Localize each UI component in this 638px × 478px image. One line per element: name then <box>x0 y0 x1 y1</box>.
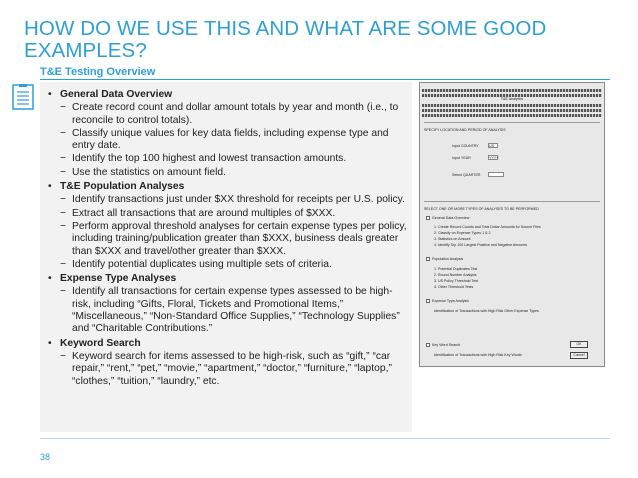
population-item: 3. US Policy Threshold Test <box>434 279 479 283</box>
dialog-title: T&E Analytics <box>500 97 524 101</box>
slide-subtitle: T&E Testing Overview <box>40 66 156 78</box>
dialog-divider <box>424 201 600 202</box>
top-divider <box>40 79 610 80</box>
ok-button[interactable]: OK <box>570 341 588 348</box>
section-location-label: SPECIFY LOCATION AND PERIOD OF ANALYSIS <box>424 128 506 132</box>
analytics-dialog-screenshot <box>419 82 605 367</box>
bullet-item: − Use the statistics on amount field. <box>46 167 408 179</box>
bottom-divider <box>40 438 610 439</box>
section-analyses-label: SELECT ONE OR MORE TYPES OF ANALYSES TO BE PERFORMED <box>424 207 539 211</box>
keyword-option-label: Key Word Search <box>432 343 461 347</box>
bullet-heading: • Expense Type Analyses <box>46 273 408 285</box>
year-input[interactable]: YYYY <box>489 156 499 160</box>
dialog-title-bar <box>422 89 602 92</box>
checklist-icon <box>12 84 34 110</box>
bullet-item: − Perform approval threshold analyses for certain expense types per policy, including training/publication greater than $XXX, business deals greater than $XXX and travel/other greater than $XXX. <box>46 221 408 258</box>
general-item: 3. Statistics on Amount <box>434 237 471 241</box>
slide-title: HOW DO WE USE THIS AND WHAT ARE SOME GOOD EXAMPLES? <box>24 17 547 62</box>
general-item: 1. Create Record Counts and Total Dollar Amounts for Source Files <box>434 225 541 229</box>
general-item: 4. Identify Top 100 Largest Positive and Negative Amounts <box>434 243 528 247</box>
bullet-heading: • T&E Population Analyses <box>46 181 408 193</box>
expense-option-label: Expense Type Analysis <box>432 299 469 303</box>
population-option-label: Population Analysis <box>432 257 464 261</box>
country-label: Input COUNTRY <box>452 144 479 148</box>
keyword-checkbox[interactable] <box>426 343 430 347</box>
page-number: 38 <box>40 452 51 462</box>
population-item: 4. Other Threshold Tests <box>434 285 474 289</box>
country-input[interactable]: US <box>488 143 498 148</box>
general-item: 2. Classify on Expense Types 1 & 2 <box>434 231 491 235</box>
general-checkbox[interactable] <box>426 216 430 220</box>
bullet-list <box>46 87 408 388</box>
expense-item: Identification of Transactions with High Risk Other Expense Types <box>434 309 539 313</box>
bullet-item: − Classify unique values for key data fields, including expense type and entry date. <box>46 128 408 153</box>
bullet-item: − Create record count and dollar amount totals by year and month (i.e., to reconcile to control totals). <box>46 102 408 127</box>
general-option-label: General Data Overview <box>432 216 470 220</box>
bullet-item: − Keyword search for items assessed to be high-risk, such as “gift,” “car repair,” “rent,” “pet,” “movie,” “apartment,” “doctor,” “furniture,” “laptop,” “clothes,” “tuition,” “laundry,” etc. <box>46 351 408 388</box>
dialog-title-bar <box>422 114 602 117</box>
keyword-item: Identification of Transactions with High Risk Key Words <box>434 353 522 357</box>
population-item: 1. Potential Duplicates Test <box>434 267 478 271</box>
population-checkbox[interactable] <box>426 257 430 261</box>
dialog-divider <box>424 122 600 123</box>
bullet-item: − Identify the top 100 highest and lowest transaction amounts. <box>46 153 408 165</box>
bullet-item: − Identify transactions just under $XX threshold for receipts per U.S. policy. <box>46 194 408 206</box>
quarter-select[interactable] <box>488 172 504 177</box>
dialog-title-bar <box>422 104 602 107</box>
expense-checkbox[interactable] <box>426 299 430 303</box>
year-label: Input YEAR <box>452 156 471 160</box>
bullet-heading: • General Data Overview <box>46 89 408 101</box>
cancel-button[interactable]: Cancel <box>570 352 588 359</box>
bullet-item: − Identify potential duplicates using multiple sets of criteria. <box>46 259 408 271</box>
population-item: 2. Round Number Analysis <box>434 273 477 277</box>
dialog-title-bar <box>422 109 602 112</box>
bullet-item: − Extract all transactions that are around multiples of $XXX. <box>46 208 408 220</box>
quarter-label: Select QUARTER <box>452 173 481 177</box>
bullet-item: − Identify all transactions for certain expense types assessed to be high-risk, including “Gifts, Floral, Tickets and Promotional Items,” “Miscellaneous,” “Non-Standard Office Supplies,” “Technology Supplies” and “Charitable Contributions.” <box>46 286 408 335</box>
bullet-heading: • Keyword Search <box>46 338 408 350</box>
